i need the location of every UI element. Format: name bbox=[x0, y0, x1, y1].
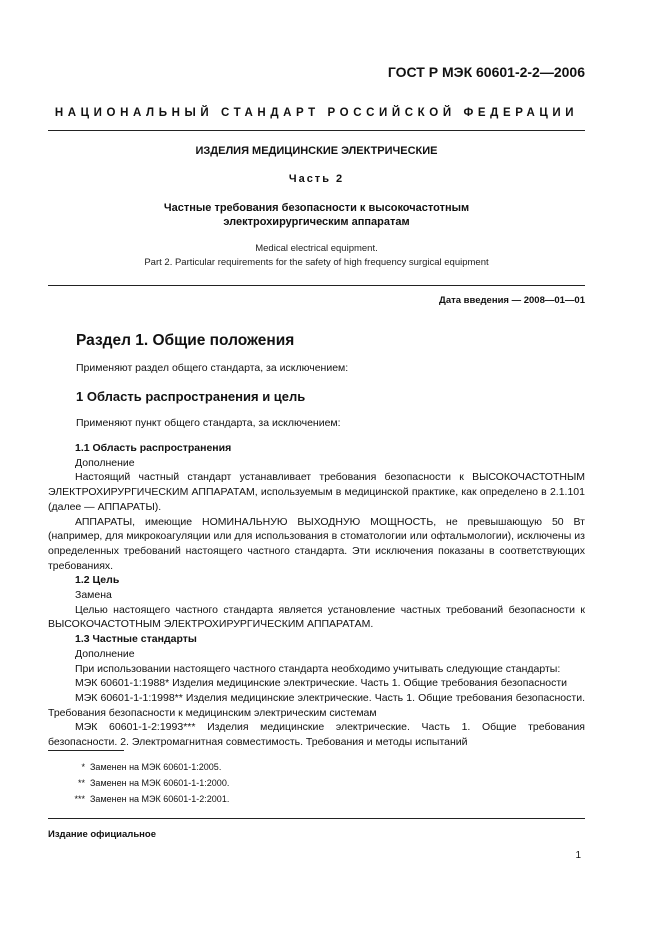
footnote bbox=[48, 791, 229, 807]
footnote-mark: *** bbox=[74, 794, 85, 804]
english-title bbox=[48, 242, 585, 270]
footnote-text: Заменен на МЭК 60601-1-1:2000. bbox=[90, 778, 230, 788]
page-number: 1 bbox=[575, 850, 581, 861]
subtitle-line-2: электрохирургическим аппаратам bbox=[223, 216, 410, 228]
footnote bbox=[48, 759, 221, 775]
subclause-1-3-paragraph: При использовании настоящего частного стандарта необходимо учитывать следующие стандарты: bbox=[75, 662, 561, 675]
edition-note: Издание официальное bbox=[48, 829, 156, 840]
footnote-divider bbox=[48, 750, 124, 751]
footnote bbox=[48, 775, 229, 791]
footnote-mark: * bbox=[81, 762, 85, 772]
subclause-1-2-paragraph: Целью настоящего частного стандарта является установление частных требований безопасности к ВЫСОКОЧАСТОТНЫМ ЭЛЕКТРОХИРУРГИЧЕСКИМ АППАРАТАМ. bbox=[48, 603, 585, 631]
english-title-line-2: Part 2. Particular requirements for the safety of high frequency surgical equipment bbox=[144, 257, 489, 268]
subclause-1-1-paragraph-1: Настоящий частный стандарт устанавливает требования безопасности к ВЫСОКОЧАСТОТНЫМ ЭЛЕКТРОХИРУРГИЧЕСКИМ АППАРАТАМ, используемым в медицинской практике, как определено в 2.1.101 (далее — АППАРАТЫ). bbox=[48, 471, 585, 513]
clause-heading: 1 Область распространения и цель bbox=[76, 389, 306, 404]
clause-intro: Применяют пункт общего стандарта, за исключением: bbox=[76, 417, 341, 429]
reference-iec-60601-1-1: МЭК 60601-1-1:1998** Изделия медицинские электрические. Часть 1. Общие требования безопасности. Требования безопасности к медицинским электрическим системам bbox=[48, 691, 585, 719]
subclause-1-2-heading: 1.2 Цель bbox=[75, 574, 120, 587]
standard-code: ГОСТ Р МЭК 60601-2-2—2006 bbox=[387, 64, 585, 80]
subclause-1-1-paragraph-2: АППАРАТЫ, имеющие НОМИНАЛЬНУЮ ВЫХОДНУЮ МОЩНОСТЬ, не превышающую 50 Вт (например, для микрокоагуляции или для использования в стоматологии или офтальмологии), исключены из определенных требований настоящего частного стандарта. Эти исключения показаны в соответствующих требованиях. bbox=[48, 515, 585, 572]
header-divider bbox=[48, 130, 585, 131]
reference-iec-60601-1-2: МЭК 60601-1-2:1993*** Изделия медицинские электрические. Часть 1. Общие требования безопасности. 2. Электромагнитная совместимость. Требования и методы испытаний bbox=[48, 721, 585, 749]
document-title: ИЗДЕЛИЯ МЕДИЦИНСКИЕ ЭЛЕКТРИЧЕСКИЕ bbox=[195, 145, 438, 157]
document-subtitle bbox=[48, 201, 585, 229]
part-label: Часть 2 bbox=[288, 173, 345, 185]
subclause-1-1-kind: Дополнение bbox=[75, 456, 135, 469]
reference-iec-60601-1: МЭК 60601-1:1988* Изделия медицинские электрические. Часть 1. Общие требования безопасности bbox=[75, 677, 568, 690]
footnote-text: Заменен на МЭК 60601-1:2005. bbox=[90, 762, 222, 772]
clause-body bbox=[48, 441, 585, 750]
footnote-text: Заменен на МЭК 60601-1-2:2001. bbox=[90, 794, 230, 804]
introduction-date: Дата введения — 2008—01—01 bbox=[439, 295, 585, 306]
subclause-1-1-heading: 1.1 Область распространения bbox=[75, 442, 232, 454]
english-title-line-1: Medical electrical equipment. bbox=[255, 243, 378, 254]
subclause-1-2-kind: Замена bbox=[75, 589, 112, 602]
subtitle-line-1: Частные требования безопасности к высокочастотным bbox=[163, 202, 470, 214]
subclause-1-3-heading: 1.3 Частные стандарты bbox=[75, 633, 197, 646]
national-standard-banner: НАЦИОНАЛЬНЫЙ СТАНДАРТ РОССИЙСКОЙ ФЕДЕРАЦИИ bbox=[54, 107, 579, 119]
footer-divider bbox=[48, 818, 585, 819]
section-heading: Раздел 1. Общие положения bbox=[76, 332, 295, 349]
section-intro: Применяют раздел общего стандарта, за исключением: bbox=[76, 362, 349, 374]
subclause-1-3-kind: Дополнение bbox=[75, 647, 135, 660]
title-divider bbox=[48, 285, 585, 286]
footnote-mark: ** bbox=[77, 778, 85, 788]
